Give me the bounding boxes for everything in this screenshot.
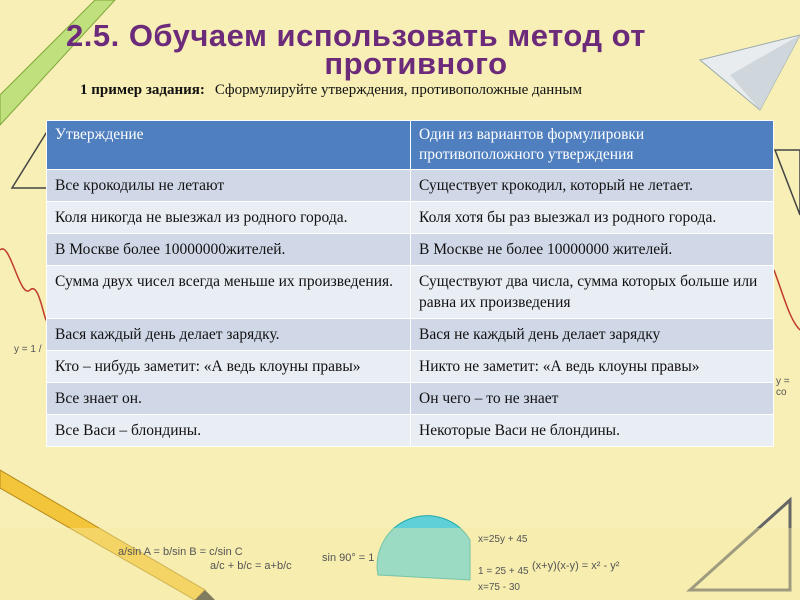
formula-x1: x=25y + 45 bbox=[478, 534, 528, 545]
title-line-2: противного bbox=[324, 46, 508, 81]
table-row bbox=[47, 170, 774, 202]
task-label: 1 пример задания: bbox=[80, 82, 205, 98]
opposite-cell: Он чего – то не знает bbox=[411, 383, 774, 415]
opposite-cell: Никто не заметит: «А ведь клоуны правы» bbox=[411, 351, 774, 383]
opposite-cell: В Москве не более 10000000 жителей. bbox=[411, 234, 774, 266]
table-row bbox=[47, 266, 774, 319]
title-line-1: 2.5. Обучаем использовать метод от bbox=[66, 18, 646, 53]
formula-sin90: sin 90° = 1 bbox=[322, 552, 375, 564]
table-row bbox=[47, 351, 774, 383]
table-row bbox=[47, 319, 774, 351]
table-row bbox=[47, 383, 774, 415]
formula-frac: a/c + b/c = a+b/c bbox=[210, 560, 292, 572]
formula-sine: a/sin A = b/sin B = c/sin C bbox=[118, 546, 243, 558]
task-description bbox=[80, 82, 770, 99]
statement-cell: Все Васи – блондины. bbox=[47, 415, 411, 447]
opposite-cell: Существует крокодил, который не летает. bbox=[411, 170, 774, 202]
sine-curve-left-icon bbox=[0, 249, 48, 321]
statement-cell: Все знает он. bbox=[47, 383, 411, 415]
triangle-left-icon bbox=[12, 130, 48, 188]
table-row bbox=[47, 202, 774, 234]
header-opposite: Один из вариантов формулировки противоположного утверждения bbox=[411, 121, 774, 170]
statements-table bbox=[46, 120, 774, 447]
statement-cell: Коля никогда не выезжал из родного города. bbox=[47, 202, 411, 234]
formula-x2: 1 = 25 + 45 bbox=[478, 566, 529, 577]
statement-cell: Вася каждый день делает зарядку. bbox=[47, 319, 411, 351]
task-text: Сформулируйте утверждения, противоположные данным bbox=[214, 82, 582, 98]
formula-right: y = co bbox=[776, 376, 790, 398]
statement-cell: Кто – нибудь заметит: «А ведь клоуны правы» bbox=[47, 351, 411, 383]
curve-right-icon bbox=[774, 270, 800, 330]
formula-left: y = 1 / bbox=[14, 344, 42, 355]
page-title bbox=[66, 18, 766, 82]
table-row bbox=[47, 234, 774, 266]
formula-x3: x=75 - 30 bbox=[478, 582, 520, 593]
formula-fx: (x+y)(x-y) = x² - y² bbox=[532, 560, 620, 572]
opposite-cell: Коля хотя бы раз выезжал из родного города. bbox=[411, 202, 774, 234]
opposite-cell: Существуют два числа, сумма которых больше или равна их произведения bbox=[411, 266, 774, 319]
table-row bbox=[47, 415, 774, 447]
statement-cell: В Москве более 10000000жителей. bbox=[47, 234, 411, 266]
table-header-row bbox=[47, 121, 774, 170]
triangle-right-icon bbox=[775, 150, 800, 215]
opposite-cell: Некоторые Васи не блондины. bbox=[411, 415, 774, 447]
opposite-cell: Вася не каждый день делает зарядку bbox=[411, 319, 774, 351]
header-statement: Утверждение bbox=[47, 121, 411, 170]
statement-cell: Сумма двух чисел всегда меньше их произведения. bbox=[47, 266, 411, 319]
statement-cell: Все крокодилы не летают bbox=[47, 170, 411, 202]
